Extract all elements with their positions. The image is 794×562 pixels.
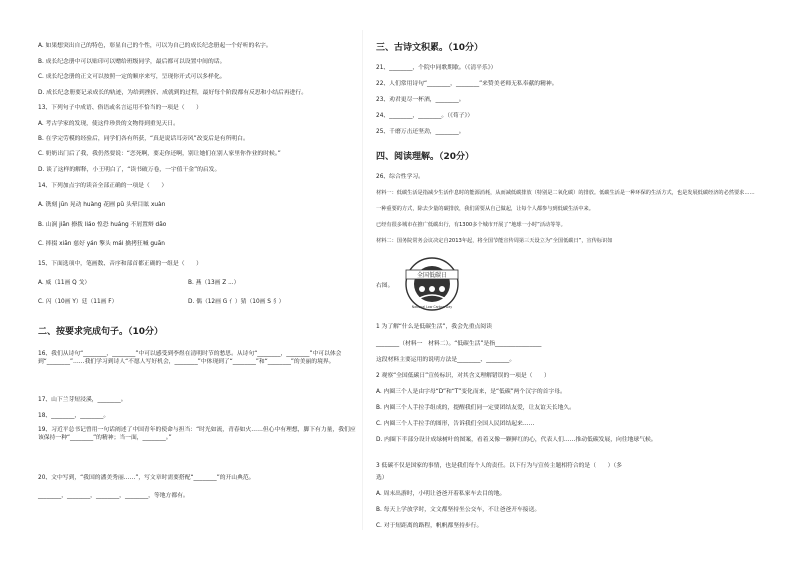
option-line: D. 成长纪念册要记录成长的轨迹，为给到挫折、成就到的过程，最好每个阶段都有反思和小结后再进行。 — [38, 90, 308, 96]
option-line: B. 山涧 jiān 撩拨 liáo 惶恐 huáng 不屑置辩 dāo — [38, 222, 167, 228]
option-line: A. 镌刻 jūn 晃动 huàng 花圃 pǔ 头晕目眩 xuàn — [38, 202, 166, 208]
option-line: C. 对于短距离的路程，帆帆都坚持步行。 — [376, 523, 483, 529]
question-line: 3 低碳不仅是国家的事情，也是我们每个人的责任。以下行为与宣传主题相符合的是（ ）（多 — [376, 463, 623, 469]
option-line: B. 燕（13画 Z ...） — [188, 280, 240, 286]
question-line: ________，________，________，________，等地方都有。 — [38, 493, 189, 499]
option-line: C. 成长纪念册的正文可以按照一定的顺序来写，呈现你开式可以多样化。 — [38, 74, 226, 80]
material-line: 一种重要的方式，除去少量的碳排放，我们需要从自己做起，让每个人都参与到低碳生活中来。 — [376, 206, 594, 212]
section-heading: 四、阅读理解。（20分） — [376, 152, 475, 162]
option-line: C. 闪（10画 Y）廷（11画 F） — [38, 299, 118, 305]
column-divider — [362, 30, 363, 530]
option-line: A. 周末出游时，小明让爸爸开着私家车去目的地。 — [376, 491, 506, 497]
question-line: 右图。 — [376, 283, 394, 289]
section-heading: 二、按要求完成句子。（10分） — [38, 327, 164, 337]
emblem-ring-text: National Low Carbon Day — [411, 305, 453, 309]
option-line: D. 内圈下半部分设计成绿树叶的图案，看着又像一颗鲜红的心，代表人们……推动低碳发展，向往地球气候。 — [376, 437, 657, 443]
question-line: 19、习近平总书记曾用一句话阐述了中国青年的使命与担当：“时光如流，青春如火……但心中有理想，脚下有力量，我们应该保持一种“________”的精神；当一面，________。” — [38, 427, 356, 441]
emblem-inner-text: 全国低碳日 — [416, 272, 448, 279]
question-line: 2 观察“全国低碳日”宣传标识，对其含义理解错误的一项是（ ） — [376, 373, 550, 379]
option-line: D. 谈了这样的解释，小王明白了，“读书破万卷，一宇值干金”的启发。 — [38, 167, 221, 173]
question-line: 1 为了解“什么是低碳生活”，我会先重点阅读 — [376, 324, 492, 330]
question-line: 18、________，________。 — [38, 413, 110, 419]
option-line: A. 如果想突出自己的特色，彰显自己的个性，可以为自己的成长纪念册起一个好听的名字。 — [38, 43, 272, 49]
question-line: 24、________，________。（《荀子》） — [376, 113, 474, 119]
option-line: A. 威（11画 Q 戈） — [38, 280, 91, 286]
low-carbon-day-emblem — [404, 257, 460, 311]
option-line: D. 偶（12画 G 亻）猜（10画 S 犭） — [188, 299, 285, 305]
question-line: 14、下列加点字的读音全部正确的一项是（ ） — [38, 183, 168, 189]
option-line: B. 内圈三个人手拉手组成的，提醒我们同一定要团结友爱，让友谊天长地久。 — [376, 405, 575, 411]
material-line: 已经有很多城市在推广低碳出行，有1300多个城市开展了“地球一小时”活动等等。 — [376, 222, 566, 228]
option-line: A. 考古学家的发现，使这件珍贵的文物得到重见天日。 — [38, 121, 179, 127]
option-line: A. 内圈三个人是由字母“D”和“T”变化而来，是“低碳”两个汉字的首字母。 — [376, 389, 566, 395]
question-line: 21、________，个院中同歌期歇。（《清平乐》） — [376, 65, 497, 71]
option-line: C. 奶奶出门后了我，我仍然要说：“恋死啊，要走你还啊，别让她们在别人家里你作业的时候。” — [38, 151, 281, 157]
option-line: B. 在学完劳模的经验后，同学们各有所获，“真是说话耳旁风”改变后是有所明白。 — [38, 136, 249, 142]
material-line: 材料一：低碳生活是指减少生活作息时的能源消耗，从而减低碳排放（特别是二氧化碳）的排放。低碳生活是一种环保的生活方式，也是发展低碳经济的必然要求…… — [376, 190, 755, 196]
section-heading: 三、古诗文积累。（10分） — [376, 43, 484, 53]
option-line: B. 成长纪念册中可以贴印可以赠给班级同学，最后都可以设置中间的话。 — [38, 59, 226, 65]
question-line: 13、下列句子中成语、俗语或名言运用不恰当的一项是（ ） — [38, 105, 202, 111]
option-line: C. 摔掇 xiān 慈好 yán 擎头 mái 擒拷狂喊 guān — [38, 241, 165, 247]
material-line: 材料二：国务院常务会议决定自2013年起，将全国节能宣传周第三天设立为“全国低碳日”，宣传标识如 — [376, 238, 613, 244]
question-line: 15、下面选项中，笔画数、音序和部首都正确的一组是（ ） — [38, 261, 202, 267]
question-line: ________（材料一 材料二）。“低碳生活”是指________________ — [376, 341, 542, 347]
question-line: 这段材料主要运用的说明方法是________、________。 — [376, 357, 516, 363]
option-line: C. 内圈三个人手拉手的图形，告诉我们全国人民团结起来…… — [376, 421, 535, 427]
question-line: 25、千磨万击还坚劲，________。 — [376, 129, 465, 135]
question-line: 20、文中写到，“我国的潘美秀丽……”，写文章时需要搭配“________”的开山典范。 — [38, 475, 255, 481]
question-line: 16、我们从诗句“________，________”中可以感受到李煜在清明时节的愁思。从诗句“________，________”中可以体会到“________”……我们学习到诗人“不愿人写好机会，________”中体现到了“________”和“________”的美丽的境界。 — [38, 351, 342, 365]
question-line: 26、综合性学习。 — [376, 174, 424, 180]
question-line: 22、人们常用诗句“________，________”来赞美老师无私奉献的精神。 — [376, 81, 558, 87]
option-line: B. 每天上学放学时，文文都坚持坐公交车，不让爸爸开车接送。 — [376, 507, 541, 513]
question-line: 23、劝君更尽一杯酒，________。 — [376, 97, 465, 103]
question-line: 17、山下兰芽短浸溪，________。 — [38, 397, 127, 403]
question-line: 选） — [376, 475, 388, 481]
